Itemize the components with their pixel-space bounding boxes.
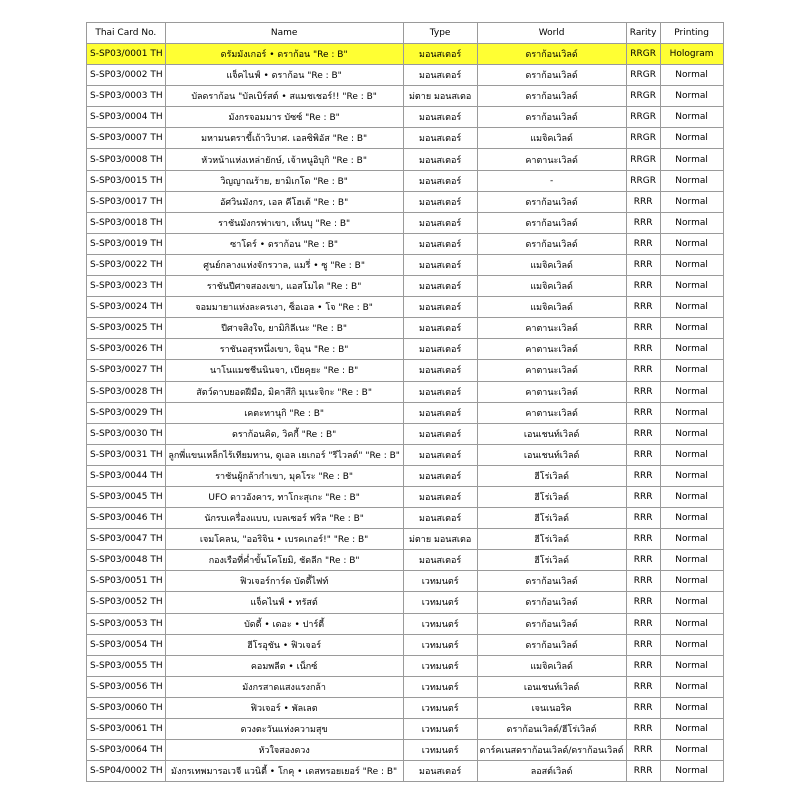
cell-type: มอนสเตอร์ — [403, 423, 477, 444]
table-row[interactable] — [87, 360, 724, 381]
cell-rarity: RRR — [626, 529, 660, 550]
cell-world: ดราก้อนเวิลด์ — [477, 233, 626, 254]
cell-card-no: S-SP03/0008 TH — [87, 149, 166, 170]
cell-card-no: S-SP03/0027 TH — [87, 360, 166, 381]
cell-world: เจนเนอริค — [477, 697, 626, 718]
cell-rarity: RRGR — [626, 107, 660, 128]
cell-printing: Normal — [660, 465, 723, 486]
cell-printing: Normal — [660, 381, 723, 402]
cell-rarity: RRR — [626, 634, 660, 655]
cell-world: คาตานะเวิลด์ — [477, 381, 626, 402]
cell-rarity: RRR — [626, 655, 660, 676]
cell-type: มอนสเตอร์ — [403, 149, 477, 170]
table-row[interactable] — [87, 65, 724, 86]
cell-printing: Normal — [660, 613, 723, 634]
cell-rarity: RRR — [626, 761, 660, 782]
cell-card-no: S-SP03/0048 TH — [87, 550, 166, 571]
cell-rarity: RRGR — [626, 65, 660, 86]
cell-world: ดราก้อนเวิลด์ — [477, 107, 626, 128]
cell-rarity: RRR — [626, 212, 660, 233]
header-type: Type — [403, 23, 477, 44]
cell-printing: Normal — [660, 65, 723, 86]
table-row[interactable] — [87, 550, 724, 571]
cell-type: มอนสเตอร์ — [403, 65, 477, 86]
cell-name: แจ็คไนฟ์ • ดราก้อน "Re : B" — [165, 65, 403, 86]
cell-type: มอนสเตอร์ — [403, 550, 477, 571]
cell-name: ราชันอสุรหนึ่งเขา, จิอุน "Re : B" — [165, 339, 403, 360]
cell-printing: Normal — [660, 212, 723, 233]
cell-type: ม่ตาย มอนสเตอ — [403, 529, 477, 550]
cell-rarity: RRR — [626, 297, 660, 318]
cell-world: ดราก้อนเวิลด์ — [477, 571, 626, 592]
cell-rarity: RRR — [626, 550, 660, 571]
cell-printing: Normal — [660, 318, 723, 339]
cell-world: คาตานะเวิลด์ — [477, 318, 626, 339]
cell-printing: Normal — [660, 233, 723, 254]
cell-world: ดราก้อนเวิลด์/ฮีโร่เวิลด์ — [477, 719, 626, 740]
cell-card-no: S-SP03/0007 TH — [87, 128, 166, 149]
cell-printing: Normal — [660, 128, 723, 149]
cell-type: มอนสเตอร์ — [403, 212, 477, 233]
table-row[interactable] — [87, 655, 724, 676]
cell-world: ดราก้อนเวิลด์ — [477, 191, 626, 212]
cell-printing: Normal — [660, 571, 723, 592]
cell-name: ราชันมังกรพ่าเขา, เท็นบุ "Re : B" — [165, 212, 403, 233]
cell-card-no: S-SP03/0031 TH — [87, 444, 166, 465]
table-row[interactable] — [87, 381, 724, 402]
cell-name: บัลดราก้อน "บัลเบิร์สต์ • สแมชเชอร์!! "Re : B" — [165, 86, 403, 107]
cell-printing: Normal — [660, 740, 723, 761]
cell-world: ดาร์คเนสดราก้อนเวิลด์/ดราก้อนเวิลด์ — [477, 740, 626, 761]
table-row[interactable] — [87, 297, 724, 318]
cell-card-no: S-SP03/0002 TH — [87, 65, 166, 86]
cell-type: ม่ตาย มอนสเตอ — [403, 86, 477, 107]
cell-printing: Normal — [660, 634, 723, 655]
cell-printing: Normal — [660, 297, 723, 318]
cell-name: นักรบเครื่องแบบ, เบลเซอร์ ฟริล "Re : B" — [165, 508, 403, 529]
card-list-container — [86, 22, 724, 782]
cell-name: มังกรจอมมาร บัซซ์ "Re : B" — [165, 107, 403, 128]
cell-name: จอมมายาแห่งละครเงา, ซ็อเอล • โจ "Re : B" — [165, 297, 403, 318]
cell-name: กองเรือที่ค่ำขั้นโคโยมิ, ชัดลีก "Re : B" — [165, 550, 403, 571]
header-card-no: Thai Card No. — [87, 23, 166, 44]
cell-name: มังกรเทพมารอเวจี แวนิตี้ • โกคุ • เดสทรอยเยอร์ "Re : B" — [165, 761, 403, 782]
cell-card-no: S-SP03/0018 TH — [87, 212, 166, 233]
cell-world: ฮีโร่เวิลด์ — [477, 508, 626, 529]
table-row[interactable] — [87, 423, 724, 444]
table-row[interactable] — [87, 719, 724, 740]
table-row[interactable] — [87, 107, 724, 128]
cell-rarity: RRR — [626, 676, 660, 697]
cell-type: มอนสเตอร์ — [403, 170, 477, 191]
cell-type: มอนสเตอร์ — [403, 761, 477, 782]
cell-world: แมจิคเวิลด์ — [477, 254, 626, 275]
cell-world: เอนเชนท์เวิลด์ — [477, 444, 626, 465]
cell-rarity: RRR — [626, 740, 660, 761]
cell-card-no: S-SP03/0024 TH — [87, 297, 166, 318]
cell-name: นาโนแมชชีนนินจา, เบียคุยะ "Re : B" — [165, 360, 403, 381]
cell-card-no: S-SP03/0023 TH — [87, 276, 166, 297]
cell-card-no: S-SP03/0026 TH — [87, 339, 166, 360]
cell-type: มอนสเตอร์ — [403, 508, 477, 529]
cell-world: คาตานะเวิลด์ — [477, 339, 626, 360]
cell-card-no: S-SP03/0051 TH — [87, 571, 166, 592]
cell-card-no: S-SP03/0056 TH — [87, 676, 166, 697]
table-row[interactable] — [87, 592, 724, 613]
cell-name: ฮีโรอุชัน • ฟิวเจอร์ — [165, 634, 403, 655]
cell-world: แมจิคเวิลด์ — [477, 276, 626, 297]
cell-type: มอนสเตอร์ — [403, 381, 477, 402]
cell-type: เวทมนตร์ — [403, 740, 477, 761]
table-row[interactable] — [87, 128, 724, 149]
cell-type: มอนสเตอร์ — [403, 128, 477, 149]
cell-rarity: RRR — [626, 381, 660, 402]
cell-printing: Normal — [660, 276, 723, 297]
cell-world: คาตานะเวิลด์ — [477, 149, 626, 170]
cell-type: มอนสเตอร์ — [403, 254, 477, 275]
table-row[interactable] — [87, 529, 724, 550]
cell-type: เวทมนตร์ — [403, 676, 477, 697]
cell-printing: Normal — [660, 592, 723, 613]
cell-type: มอนสเตอร์ — [403, 276, 477, 297]
cell-card-no: S-SP03/0061 TH — [87, 719, 166, 740]
cell-type: มอนสเตอร์ — [403, 465, 477, 486]
table-row[interactable] — [87, 613, 724, 634]
table-row[interactable] — [87, 402, 724, 423]
cell-type: มอนสเตอร์ — [403, 107, 477, 128]
cell-name: ราชันผู้กล้ากำเขา, มุคโระ "Re : B" — [165, 465, 403, 486]
table-row[interactable] — [87, 486, 724, 507]
cell-printing: Normal — [660, 508, 723, 529]
cell-rarity: RRR — [626, 571, 660, 592]
cell-name: ลูกพี่แขนเหล็กไร้เทียมทาน, ดูเอล เยเกอร์ "รีไวลต์" "Re : B" — [165, 444, 403, 465]
cell-name: ราชันปีศาจสองเขา, แอสโมได "Re : B" — [165, 276, 403, 297]
cell-card-no: S-SP03/0052 TH — [87, 592, 166, 613]
cell-card-no: S-SP03/0017 TH — [87, 191, 166, 212]
table-row[interactable] — [87, 149, 724, 170]
cell-name: ปีศาจสิงใจ, ยามิกิลีเนะ "Re : B" — [165, 318, 403, 339]
cell-rarity: RRR — [626, 592, 660, 613]
cell-rarity: RRGR — [626, 149, 660, 170]
cell-card-no: S-SP03/0044 TH — [87, 465, 166, 486]
cell-type: มอนสเตอร์ — [403, 44, 477, 65]
cell-printing: Normal — [660, 149, 723, 170]
table-row[interactable] — [87, 86, 724, 107]
table-row[interactable] — [87, 44, 724, 65]
table-row[interactable] — [87, 170, 724, 191]
cell-world: แมจิคเวิลด์ — [477, 655, 626, 676]
cell-card-no: S-SP03/0003 TH — [87, 86, 166, 107]
cell-card-no: S-SP03/0046 TH — [87, 508, 166, 529]
cell-name: ซาโดร์ • ดราก้อน "Re : B" — [165, 233, 403, 254]
cell-type: มอนสเตอร์ — [403, 402, 477, 423]
cell-printing: Normal — [660, 529, 723, 550]
cell-printing: Normal — [660, 697, 723, 718]
cell-card-no: S-SP03/0045 TH — [87, 486, 166, 507]
cell-name: คอมพลีต • เน็กซ์ — [165, 655, 403, 676]
header-row — [87, 23, 724, 44]
cell-card-no: S-SP03/0001 TH — [87, 44, 166, 65]
cell-card-no: S-SP03/0015 TH — [87, 170, 166, 191]
cell-world: ดราก้อนเวิลด์ — [477, 592, 626, 613]
cell-card-no: S-SP03/0004 TH — [87, 107, 166, 128]
table-row[interactable] — [87, 444, 724, 465]
cell-world: ดราก้อนเวิลด์ — [477, 634, 626, 655]
cell-card-no: S-SP03/0047 TH — [87, 529, 166, 550]
cell-printing: Normal — [660, 86, 723, 107]
cell-name: เคตะทานุกิ "Re : B" — [165, 402, 403, 423]
cell-type: เวทมนตร์ — [403, 697, 477, 718]
table-row[interactable] — [87, 318, 724, 339]
cell-type: มอนสเตอร์ — [403, 233, 477, 254]
cell-name: หัวใจสองดวง — [165, 740, 403, 761]
table-row[interactable] — [87, 233, 724, 254]
cell-world: คาตานะเวิลด์ — [477, 360, 626, 381]
cell-printing: Normal — [660, 191, 723, 212]
cell-world: ฮีโร่เวิลด์ — [477, 465, 626, 486]
cell-card-no: S-SP03/0030 TH — [87, 423, 166, 444]
cell-type: เวทมนตร์ — [403, 571, 477, 592]
cell-printing: Hologram — [660, 44, 723, 65]
cell-printing: Normal — [660, 444, 723, 465]
cell-rarity: RRR — [626, 402, 660, 423]
cell-type: มอนสเตอร์ — [403, 339, 477, 360]
cell-rarity: RRR — [626, 486, 660, 507]
cell-rarity: RRR — [626, 191, 660, 212]
cell-name: มหามนตราขี้เถ้าวิบาศ. เอลซิพิอัส "Re : B" — [165, 128, 403, 149]
cell-world: ดราก้อนเวิลด์ — [477, 86, 626, 107]
table-row[interactable] — [87, 740, 724, 761]
table-row[interactable] — [87, 276, 724, 297]
cell-printing: Normal — [660, 339, 723, 360]
table-row[interactable] — [87, 676, 724, 697]
table-body — [87, 44, 724, 782]
cell-name: ฟิวเจอร์ • พัลเลต — [165, 697, 403, 718]
cell-rarity: RRGR — [626, 128, 660, 149]
cell-type: เวทมนตร์ — [403, 719, 477, 740]
cell-printing: Normal — [660, 402, 723, 423]
cell-name: แจ็คไนฟ์ • ทรัสต์ — [165, 592, 403, 613]
cell-rarity: RRR — [626, 254, 660, 275]
cell-rarity: RRR — [626, 339, 660, 360]
cell-name: หัวหน้าแห่งเหล่ายักษ์, เจ้าหนูอิบุกิ "Re : B" — [165, 149, 403, 170]
cell-card-no: S-SP03/0019 TH — [87, 233, 166, 254]
cell-rarity: RRGR — [626, 170, 660, 191]
cell-world: ดราก้อนเวิลด์ — [477, 212, 626, 233]
cell-rarity: RRR — [626, 276, 660, 297]
cell-type: มอนสเตอร์ — [403, 191, 477, 212]
cell-card-no: S-SP03/0053 TH — [87, 613, 166, 634]
cell-rarity: RRR — [626, 444, 660, 465]
cell-card-no: S-SP03/0029 TH — [87, 402, 166, 423]
cell-printing: Normal — [660, 486, 723, 507]
table-row[interactable] — [87, 465, 724, 486]
cell-world: ฮีโร่เวิลด์ — [477, 550, 626, 571]
cell-type: เวทมนตร์ — [403, 634, 477, 655]
cell-name: UFO ดาวอังคาร, ทาโกะสุเกะ "Re : B" — [165, 486, 403, 507]
cell-name: ดวงตะวันแห่งความสุข — [165, 719, 403, 740]
cell-rarity: RRGR — [626, 86, 660, 107]
cell-type: มอนสเตอร์ — [403, 297, 477, 318]
cell-name: เจมโคลน, "ออริจิน • เบรคเกอร์!" "Re : B" — [165, 529, 403, 550]
cell-printing: Normal — [660, 655, 723, 676]
table-row[interactable] — [87, 212, 724, 233]
header-rarity: Rarity — [626, 23, 660, 44]
cell-name: บัดดี้ • เดอะ • ปาร์ตี้ — [165, 613, 403, 634]
cell-printing: Normal — [660, 360, 723, 381]
cell-card-no: S-SP03/0055 TH — [87, 655, 166, 676]
cell-rarity: RRGR — [626, 44, 660, 65]
cell-name: ดราก้อนคิด, วิคกี้ "Re : B" — [165, 423, 403, 444]
cell-rarity: RRR — [626, 423, 660, 444]
header-printing: Printing — [660, 23, 723, 44]
table-row[interactable] — [87, 571, 724, 592]
cell-world: ฮีโร่เวิลด์ — [477, 529, 626, 550]
header-world: World — [477, 23, 626, 44]
cell-world: แมจิคเวิลด์ — [477, 297, 626, 318]
cell-world: ดราก้อนเวิลด์ — [477, 44, 626, 65]
cell-printing: Normal — [660, 423, 723, 444]
cell-rarity: RRR — [626, 508, 660, 529]
card-table — [86, 22, 724, 782]
table-row[interactable] — [87, 634, 724, 655]
cell-type: มอนสเตอร์ — [403, 360, 477, 381]
cell-printing: Normal — [660, 170, 723, 191]
table-row[interactable] — [87, 339, 724, 360]
table-row[interactable] — [87, 761, 724, 782]
table-row[interactable] — [87, 508, 724, 529]
cell-name: ศูนย์กลางแห่งจักรวาล, แมรี่ • ซู "Re : B" — [165, 254, 403, 275]
cell-card-no: S-SP03/0022 TH — [87, 254, 166, 275]
cell-world: ดราก้อนเวิลด์ — [477, 65, 626, 86]
table-row[interactable] — [87, 254, 724, 275]
cell-type: เวทมนตร์ — [403, 655, 477, 676]
cell-type: มอนสเตอร์ — [403, 444, 477, 465]
cell-name: สัตว์ดาบยอดฝีมือ, มิคาสึกิ มุเนะจิกะ "Re : B" — [165, 381, 403, 402]
cell-rarity: RRR — [626, 360, 660, 381]
cell-printing: Normal — [660, 107, 723, 128]
cell-rarity: RRR — [626, 233, 660, 254]
cell-type: เวทมนตร์ — [403, 613, 477, 634]
cell-rarity: RRR — [626, 465, 660, 486]
header-name: Name — [165, 23, 403, 44]
cell-printing: Normal — [660, 719, 723, 740]
cell-world: คาตานะเวิลด์ — [477, 402, 626, 423]
cell-name: มังกรสาดแสงแรงกล้า — [165, 676, 403, 697]
cell-name: วิญญาณร้าย, ยามิเกโด "Re : B" — [165, 170, 403, 191]
cell-world: แมจิคเวิลด์ — [477, 128, 626, 149]
cell-printing: Normal — [660, 550, 723, 571]
cell-world: เอนเชนท์เวิลด์ — [477, 676, 626, 697]
cell-rarity: RRR — [626, 613, 660, 634]
cell-name: ดรัมมังเกอร์ • ดราก้อน "Re : B" — [165, 44, 403, 65]
cell-type: เวทมนตร์ — [403, 592, 477, 613]
cell-world: ลอสต์เวิลด์ — [477, 761, 626, 782]
table-row[interactable] — [87, 191, 724, 212]
cell-world: - — [477, 170, 626, 191]
cell-printing: Normal — [660, 761, 723, 782]
cell-rarity: RRR — [626, 318, 660, 339]
table-row[interactable] — [87, 697, 724, 718]
cell-card-no: S-SP03/0054 TH — [87, 634, 166, 655]
cell-world: ฮีโร่เวิลด์ — [477, 486, 626, 507]
cell-name: อัศวินมังกร, เอล คีโฮเต้ "Re : B" — [165, 191, 403, 212]
cell-rarity: RRR — [626, 697, 660, 718]
cell-world: เอนเชนท์เวิลด์ — [477, 423, 626, 444]
cell-type: มอนสเตอร์ — [403, 318, 477, 339]
cell-card-no: S-SP03/0028 TH — [87, 381, 166, 402]
cell-rarity: RRR — [626, 719, 660, 740]
cell-card-no: S-SP03/0064 TH — [87, 740, 166, 761]
cell-name: ฟิวเจอร์การ์ด บัดดี้ไฟท์ — [165, 571, 403, 592]
cell-printing: Normal — [660, 676, 723, 697]
cell-card-no: S-SP04/0002 TH — [87, 761, 166, 782]
cell-world: ดราก้อนเวิลด์ — [477, 613, 626, 634]
cell-type: มอนสเตอร์ — [403, 486, 477, 507]
cell-printing: Normal — [660, 254, 723, 275]
cell-card-no: S-SP03/0025 TH — [87, 318, 166, 339]
cell-card-no: S-SP03/0060 TH — [87, 697, 166, 718]
